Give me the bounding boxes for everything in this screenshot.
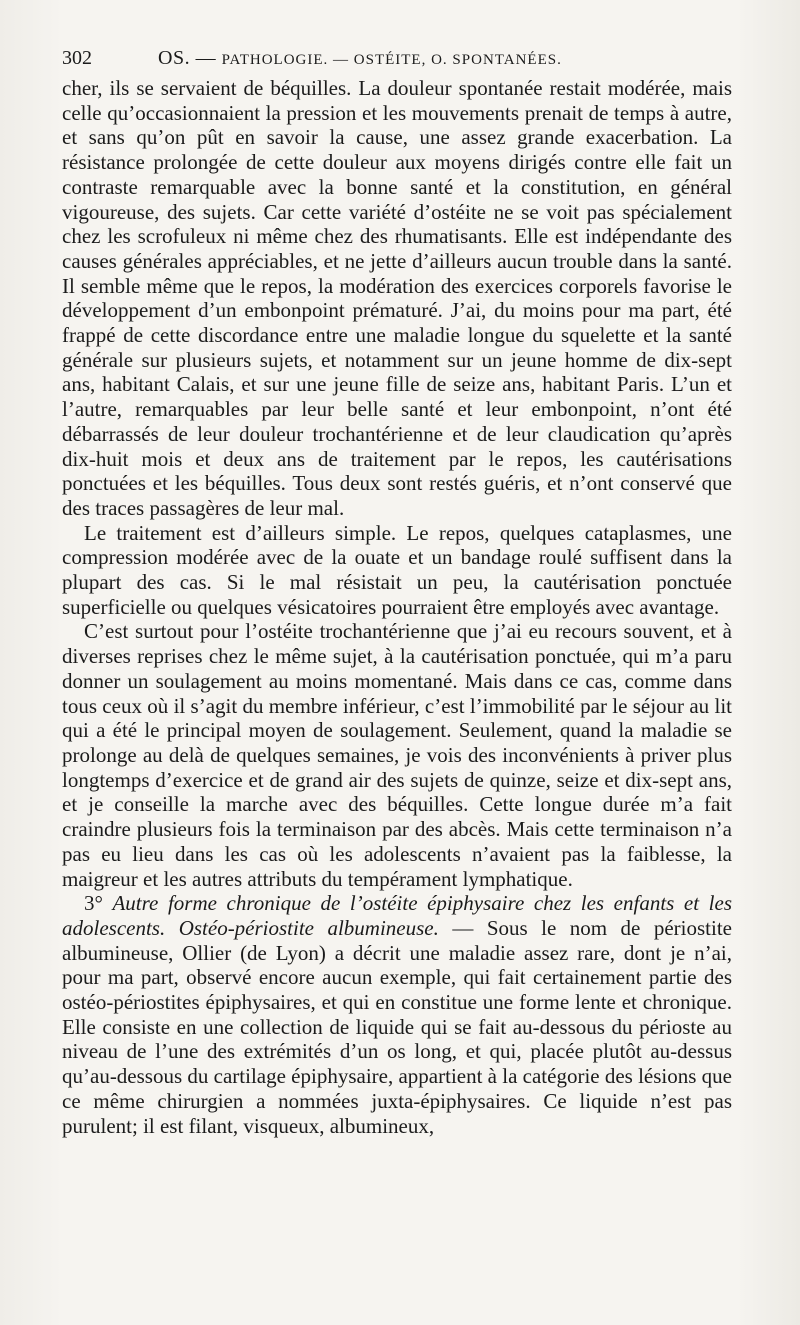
running-title	[158, 46, 562, 72]
running-title-prefix: OS. —	[158, 47, 222, 69]
paragraph-body: — Sous le nom de périostite albumineuse, Ollier (de Lyon) a décrit une maladie assez rare, dont je n’ai, pour ma part, observé encore aucun exemple, qui fait certainement partie des ostéo-périostites épiphysaires, et qui en constitue une forme lente et chronique. Elle consiste en une collection de liquide qui se fait au-dessous du périoste au niveau de l’une des extrémités d’un os long, et qui, placée plutôt au-dessus qu’au-dessous du cartilage épiphysaire, appartient à la catégorie des lésions que ce même chirurgien a nommées juxta-épiphysaires. Ce liquide n’est pas purulent; il est filant, visqueux, albumineux,	[62, 915, 733, 1138]
page-number: 302	[62, 47, 92, 69]
page-header	[62, 46, 732, 72]
paragraph-trochanteric: C’est surtout pour l’ostéite trochantérienne que j’ai eu recours souvent, et à diverses reprises chez le même sujet, à la cautérisation ponctuée, qui m’a paru donner un soulagement au moins momentané. Mais dans ce cas, comme dans tous ceux où il s’agit du membre inférieur, c’est l’immobilité par le séjour au lit qui a été le principal moyen de soulagement. Seulement, quand la maladie se prolonge au delà de quelques semaines, je vois des inconvénients à priver plus longtemps d’exercice et de grand air des sujets de quinze, seize et dix-sept ans, et je conseille la marche avec des béquilles. Cette longue durée m’a fait craindre plusieurs fois la terminaison par des abcès. Mais cette terminaison n’a pas eu lieu dans les cas où les adolescents n’avaient pas la faiblesse, la maigreur et les autres attributs du tempérament lymphatique.	[62, 619, 732, 891]
body-text	[62, 76, 732, 1138]
running-title-subject: PATHOLOGIE. — OSTÉITE, O. SPONTANÉES.	[221, 52, 562, 68]
paragraph-continuation: cher, ils se servaient de béquilles. La douleur spontanée restait modérée, mais celle qu’occasionnaient la pression et les mouvements prenait de temps à autre, et sans qu’on pût en savoir la cause, une assez grande exacerbation. La résistance prolongée de cette douleur aux moyens dirigés contre elle fait un contraste remarquable avec la bonne santé et la constitution, en général vigoureuse, des sujets. Car cette variété d’ostéite ne se voit pas spécialement chez les scrofuleux ni même chez des rhumatisants. Elle est indépendante des causes générales appréciables, et ne jette d’ailleurs aucun trouble dans la santé. Il semble même que le repos, la modération des exercices corporels favorise le développement d’un embonpoint prématuré. J’ai, du moins pour ma part, été frappé de cette discordance entre une maladie longue du squelette et la santé générale sur plusieurs sujets, et notamment sur un jeune homme de dix-sept ans, habitant Calais, et sur une jeune fille de seize ans, habitant Paris. L’un et l’autre, remarquables par leur belle santé et leur embonpoint, n’ont été débarrassés de leur douleur trochantérienne et de leur claudication qu’après dix-huit mois et deux ans de traitement par le repos, les cautérisations ponctuées et les béquilles. Tous deux sont restés guéris, et n’ont conservé que des traces passagères de leur mal.	[62, 76, 732, 520]
paragraph-treatment: Le traitement est d’ailleurs simple. Le repos, quelques cataplasmes, une compression modérée avec de la ouate et un bandage roulé suffisent dans la plupart des cas. Si le mal résistait un peu, la cautérisation ponctuée superficielle ou quelques vésicatoires pourraient être employés avec avantage.	[62, 520, 732, 619]
paragraph-albuminous-periostitis	[62, 891, 732, 1138]
section-number: 3°	[84, 891, 113, 916]
section-heading-italic: Autre forme chronique de l’ostéite épiphysaire chez les enfants et les adolescents. Ostéo-périostite albumineuse.	[62, 891, 732, 940]
